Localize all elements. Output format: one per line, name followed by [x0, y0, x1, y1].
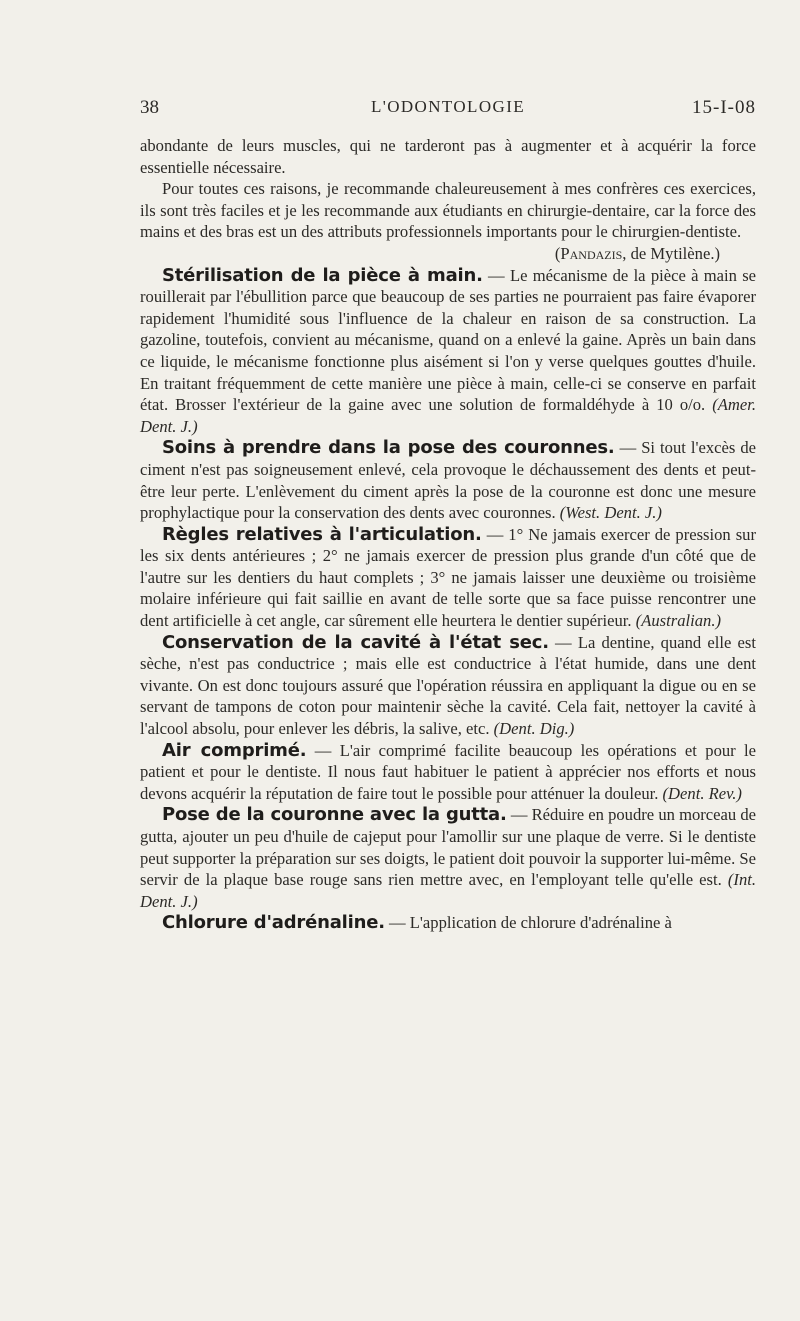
- article-cavite-seche: [140, 632, 756, 740]
- article-heading: Stérilisation de la pièce à main.: [162, 264, 483, 286]
- page-number: 38: [140, 97, 159, 118]
- article-source: (Australian.): [635, 611, 721, 631]
- article-text: Si tout l'excès de ciment n'est pas soigneusement enlevé, cela provoque le déchaussement des dents et peut-être leur perte. L'enlèvement du ciment après la pose de la couronne est donc une mesure prophylactique pour la conservation des dents avec couronnes.: [140, 438, 756, 523]
- article-dash: —: [384, 913, 410, 933]
- article-heading: Soins à prendre dans la pose des couronnes.: [162, 437, 615, 459]
- article-sterilisation: [140, 265, 756, 438]
- article-dash: —: [614, 438, 642, 458]
- running-header: [140, 97, 756, 127]
- article-text: L'air comprimé facilite beaucoup les opérations et pour le patient et pour le dentiste. Il nous faut habituer le patient à apprécier nos efforts et nous devons acquérir la réputation de faire tout le possible pour atténuer la douleur.: [140, 740, 757, 803]
- article-text: L'application de chlorure d'adrénaline à: [409, 913, 672, 933]
- intro-paragraph-2: Pour toutes ces raisons, je recommande chaleureusement à mes confrères ces exercices, ils sont très faciles et je les recommande aux étudiants en chirurgie-dentaire, car la force des mains et des bras est un des attributs professionnels importants pour le chirurgien-dentiste.: [140, 179, 756, 242]
- signature-name: Pandazis: [560, 243, 623, 263]
- article-source: (Int. Dent. J.): [140, 870, 756, 911]
- article-dash: —: [306, 740, 340, 760]
- article-dash: —: [548, 632, 578, 652]
- article-dash: —: [506, 805, 532, 825]
- article-source: (West. Dent. J.): [559, 503, 662, 523]
- article-source: (Dent. Dig.): [493, 719, 575, 739]
- signature-place: , de Mytilène.): [622, 243, 720, 263]
- article-text: La dentine, quand elle est sèche, n'est pas conductrice ; mais elle est conductrice à l'état humide, dans une dent vivante. On est donc toujours assuré que l'opération réussira en appliquant la digue ou en se servant de tampons de coton pour maintenir sèche la cavité. Cela fait, nettoyer la cavité à l'alcool absolu, pour enlever les débris, la salive, etc.: [140, 632, 756, 739]
- issue-date: 15-I-08: [692, 97, 756, 118]
- article-text: 1° Ne jamais exercer de pression sur les six dents antérieures ; 2° ne jamais exercer de pression plus grande d'un côté que de l'autre sur les dentiers du haut complets ; 3° ne jamais laisser une deuxième ou troisième molaire inférieure qui fait saillie en avant de telle sorte que sa face puisse rencontrer une dent artificielle à cet angle, car sûrement elle heurtera le dentier supérieur.: [140, 524, 756, 631]
- page-body: [140, 135, 756, 934]
- article-heading: Chlorure d'adrénaline.: [162, 912, 385, 934]
- article-source: (Amer. Dent. J.): [140, 395, 756, 436]
- article-soins-couronnes: [140, 437, 756, 523]
- article-text: Réduire en poudre un morceau de gutta, ajouter un peu d'huile de cajeput pour l'amollir sur une plaque de verre. Si le dentiste peut supporter la préparation sur ses doigts, le patient doit pouvoir la supporter lui-même. Se servir de la plaque base rouge sans rien mettre avec, en l'employant telle qu'elle est.: [140, 805, 757, 890]
- article-heading: Conservation de la cavité à l'état sec.: [162, 631, 549, 653]
- article-articulation: [140, 524, 756, 632]
- signature-open: (: [554, 243, 561, 263]
- article-source: (Dent. Rev.): [662, 783, 742, 803]
- article-chlorure-adrenaline: [140, 912, 756, 934]
- article-air-comprime: [140, 740, 756, 805]
- article-text: Le mécanisme de la pièce à main se rouillerait par l'ébullition parce que beaucoup de ses parties ne pourraient pas faire évaporer rapidement l'humidité sous l'influence de la chaleur en raison de sa construction. La gazoline, toutefois, convient au mécanisme, quand on a enlevé la gaine. Après un bain dans ce liquide, le mécanisme fonctionne plus aisément si l'on y verse quelques gouttes d'huile. En traitant fréquemment de cette manière une pièce à main, celle-ci se conserve en parfait état. Brosser l'extérieur de la gaine avec une solution de formaldéhyde à 10 o/o.: [140, 265, 757, 415]
- running-title: L'ODONTOLOGIE: [370, 97, 526, 116]
- article-couronne-gutta: [140, 804, 756, 912]
- author-signature: [140, 243, 756, 265]
- article-heading: Pose de la couronne avec la gutta.: [162, 804, 507, 826]
- article-dash: —: [482, 265, 510, 285]
- intro-paragraph-1: abondante de leurs muscles, qui ne tarderont pas à augmenter et à acquérir la force essentielle nécessaire.: [140, 136, 756, 177]
- article-heading: Air comprimé.: [162, 739, 307, 761]
- article-heading: Règles relatives à l'articulation.: [162, 523, 482, 545]
- article-dash: —: [481, 524, 509, 544]
